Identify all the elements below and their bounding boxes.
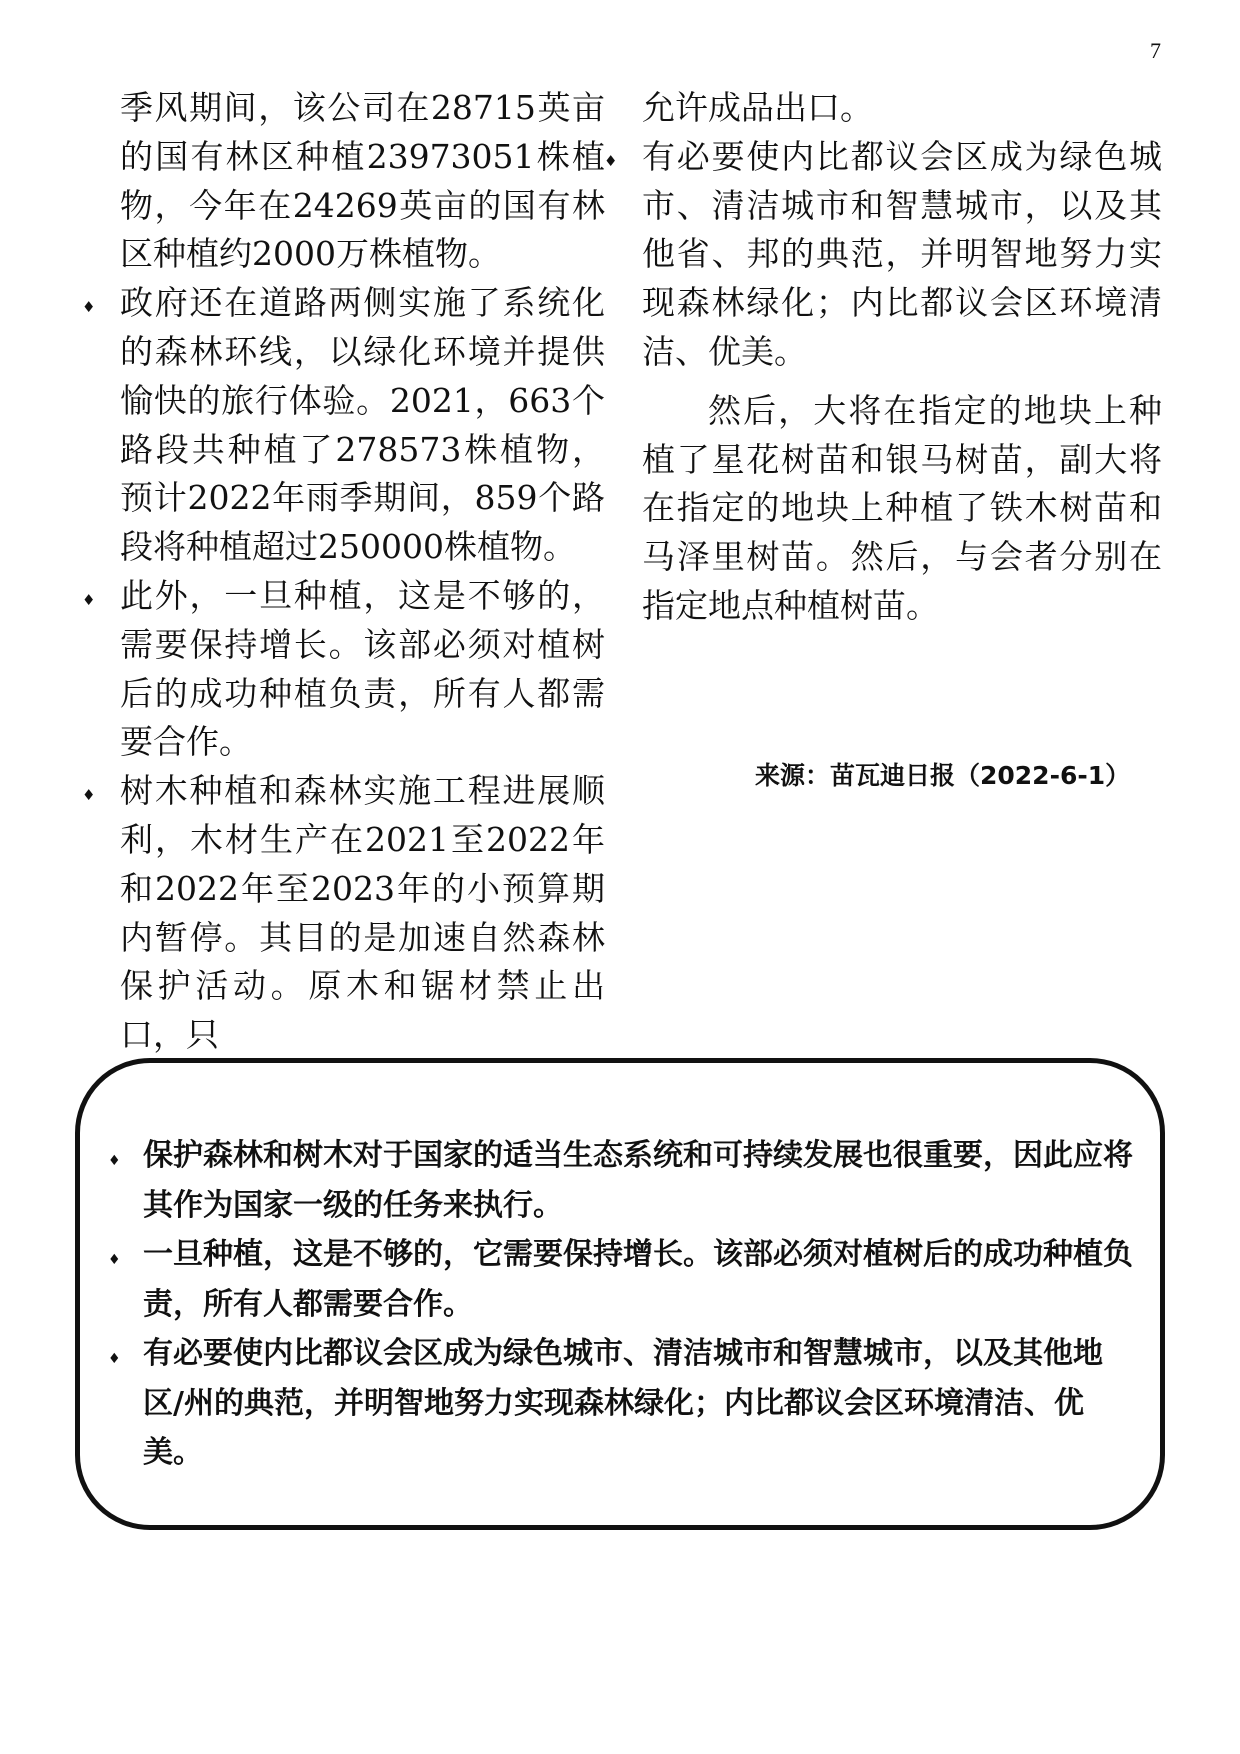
right-column: [642, 84, 1162, 631]
source-citation: 来源：苗瓦迪日报（2022-6-1）: [755, 761, 1131, 790]
bullet-item: ♦ 有必要使内比都议会区成为绿色城市、清洁城市和智慧城市，以及其他省、邦的典范，并明智地努力实现森林绿化；内比都议会区环境清洁、优美。: [642, 133, 1162, 377]
bullet-list: [120, 279, 605, 1060]
page-number: 7: [1150, 38, 1161, 63]
summary-list: [143, 1131, 1135, 1478]
summary-box: [75, 1058, 1165, 1530]
body-paragraph: 然后，大将在指定的地块上种植了星花树苗和银马树苗，副大将在指定的地块上种植了铁木树苗和马泽里树苗。然后，与会者分别在指定地点种植树苗。: [642, 390, 1162, 625]
bullet-list: [642, 133, 1162, 377]
bullet-item: ♦ 此外，一旦种植，这是不够的，需要保持增长。该部必须对植树后的成功种植负责，所有人都需要合作。: [120, 572, 605, 767]
continuation-paragraph: 允许成品出口。: [642, 88, 873, 127]
summary-item: ♦ 保护森林和树木对于国家的适当生态系统和可持续发展也很重要，因此应将其作为国家一级的任务来执行。: [143, 1131, 1135, 1230]
bullet-item: ♦ 树木种植和森林实施工程进展顺利，木材生产在2021至2022年和2022年至2023年的小预算期内暂停。其目的是加速自然森林保护活动。原木和锯材禁止出口，只: [120, 767, 605, 1060]
continuation-paragraph: 季风期间，该公司在28715英亩的国有林区种植23973051株植物，今年在24269英亩的国有林区种植约2000万株植物。: [120, 88, 605, 274]
summary-item: ♦ 有必要使内比都议会区成为绿色城市、清洁城市和智慧城市，以及其他地区/州的典范，并明智地努力实现森林绿化；内比都议会区环境清洁、优美。: [143, 1329, 1135, 1478]
left-column: [120, 84, 605, 1060]
bullet-item: ♦ 政府还在道路两侧实施了系统化的森林环线，以绿化环境并提供愉快的旅行体验。2021，663个路段共种植了278573株植物，预计2022年雨季期间，859个路段将种植超过250000株植物。: [120, 279, 605, 572]
summary-item: ♦ 一旦种植，这是不够的，它需要保持增长。该部必须对植树后的成功种植负责，所有人都需要合作。: [143, 1230, 1135, 1329]
